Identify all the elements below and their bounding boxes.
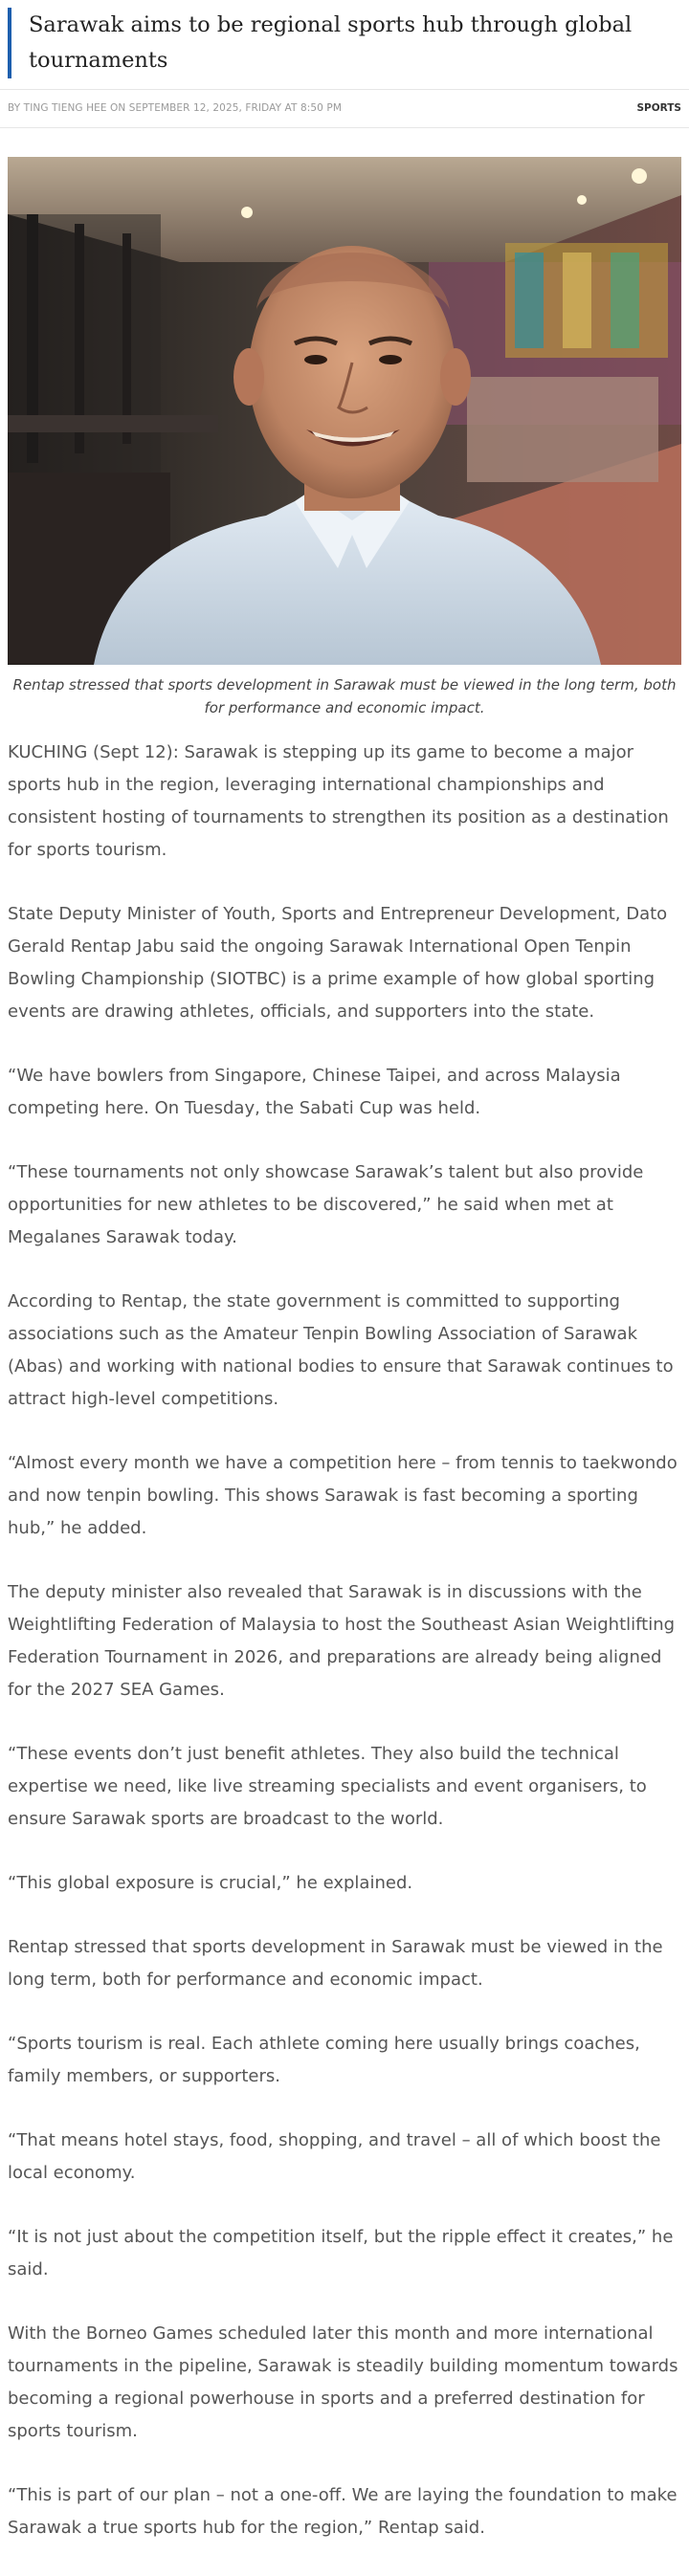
paragraph: “Almost every month we have a competition here – from tennis to taekwondo and now tenpin bowling. This shows Sarawak is fast becoming a sporting hub,” he added. [8, 1453, 678, 1538]
paragraph: “These tournaments not only showcase Sarawak’s talent but also provide opportunities for new athletes to be discovered,” he said when met at Megalanes Sarawak today. [8, 1162, 644, 1247]
paragraph: “We have bowlers from Singapore, Chinese Taipei, and across Malaysia competing here. On Tuesday, the Sabati Cup was held. [8, 1066, 621, 1118]
paragraph: “Sports tourism is real. Each athlete coming here usually brings coaches, family members, or supporters. [8, 2034, 640, 2086]
paragraph: “These events don’t just benefit athletes. They also build the technical expertise we need, like live streaming specialists and event organisers, to ensure Sarawak sports are broadcast to the world. [8, 1744, 647, 1829]
paragraph: Rentap stressed that sports development in Sarawak must be viewed in the long term, both for performance and economic impact. [8, 1937, 663, 1990]
paragraph: “It is not just about the competition itself, but the ripple effect it creates,” he said. [8, 2227, 674, 2279]
article-byline: BY TING TIENG HEE ON SEPTEMBER 12, 2025, FRIDAY AT 8:50 PM [8, 102, 342, 114]
paragraph: KUCHING (Sept 12): Sarawak is stepping up its game to become a major sports hub in the region, leveraging international championships and consistent hosting of tournaments to strengthen its position as a destination for sports tourism. [8, 742, 669, 860]
article-title: Sarawak aims to be regional sports hub through global tournaments [29, 12, 633, 73]
title-block [8, 8, 678, 78]
paragraph: “This is part of our plan – not a one-off. We are laying the foundation to make Sarawak a true sports hub for the region,” Rentap said. [8, 2485, 678, 2538]
portrait-illustration [8, 157, 681, 665]
paragraph: The deputy minister also revealed that Sarawak is in discussions with the Weightlifting Federation of Malaysia to host the Southeast Asian Weightlifting Federation Tournament in 2026, and preparations are already being aligned for the 2027 SEA Games. [8, 1582, 676, 1700]
article-photo [8, 157, 681, 665]
paragraph: “That means hotel stays, food, shopping, and travel – all of which boost the local economy. [8, 2130, 661, 2183]
image-caption: Rentap stressed that sports development in Sarawak must be viewed in the long term, both for performance and economic impact. [12, 676, 677, 716]
paragraph: State Deputy Minister of Youth, Sports and Entrepreneur Development, Dato Gerald Rentap Jabu said the ongoing Sarawak International Open Tenpin Bowling Championship (SIOTBC) is a prime example of how global sporting events are drawing athletes, officials, and supporters into the state. [8, 904, 668, 1022]
article-meta-bar [0, 89, 689, 128]
category-link[interactable]: SPORTS [636, 102, 681, 114]
paragraph: “This global exposure is crucial,” he explained. [8, 1873, 413, 1893]
paragraph: With the Borneo Games scheduled later this month and more international tournaments in the pipeline, Sarawak is steadily building momentum towards becoming a regional powerhouse in sports and a preferred destination for sports tourism. [8, 2323, 678, 2441]
article-body [8, 737, 681, 2576]
paragraph: According to Rentap, the state government is committed to supporting associations such as the Amateur Tenpin Bowling Association of Sarawak (Abas) and working with national bodies to ensure that Sarawak continues to attract high-level competitions. [8, 1291, 674, 1409]
